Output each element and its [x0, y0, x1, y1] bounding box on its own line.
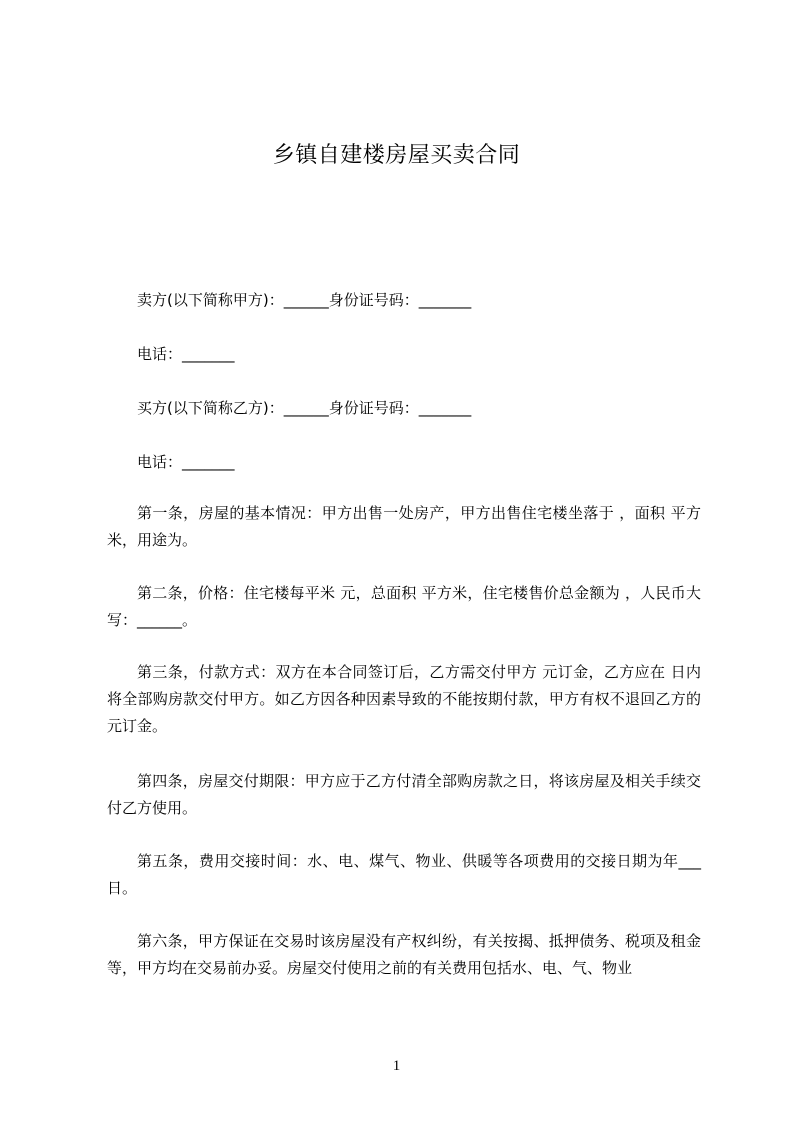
- seller-info: 卖方(以下简称甲方)：______身份证号码：_______: [137, 291, 472, 309]
- seller-phone: 电话：_______: [137, 345, 235, 363]
- buyer-info: 买方(以下简称乙方)：______身份证号码：_______: [137, 399, 472, 417]
- paragraph-article-5: [107, 848, 701, 902]
- paragraph-article-4: [107, 768, 701, 822]
- page-number: 1: [392, 1058, 401, 1074]
- paragraph-buyer: [107, 395, 701, 422]
- article-5: 第五条，费用交接时间：水、电、煤气、物业、供暖等各项费用的交接日期为年___日。: [107, 852, 701, 897]
- article-6: 第六条，甲方保证在交易时该房屋没有产权纠纷，有关按揭、抵押债务、税项及租金等，甲方均在交易前办妥。房屋交付使用之前的有关费用包括水、电、气、物业: [107, 932, 701, 977]
- document-title: 乡镇自建楼房屋买卖合同: [272, 143, 521, 168]
- paragraph-article-6: [107, 928, 701, 982]
- paragraph-buyer-phone: [107, 449, 701, 476]
- buyer-phone: 电话：_______: [137, 453, 235, 471]
- paragraph-article-2: [107, 580, 701, 634]
- paragraph-seller-phone: [107, 341, 701, 368]
- article-4: 第四条，房屋交付期限：甲方应于乙方付清全部购房款之日，将该房屋及相关手续交付乙方使用。: [107, 772, 701, 817]
- paragraph-article-3: [107, 659, 701, 740]
- paragraph-article-1: [107, 500, 701, 554]
- article-3: 第三条，付款方式：双方在本合同签订后，乙方需交付甲方 元订金，乙方应在 日内将全部购房款交付甲方。如乙方因各种因素导致的不能按期付款，甲方有权不退回乙方的元订金。: [107, 663, 701, 735]
- article-1: 第一条，房屋的基本情况：甲方出售一处房产，甲方出售住宅楼坐落于 ，面积 平方米，用途为。: [107, 504, 701, 549]
- paragraph-seller: [107, 287, 701, 314]
- article-2: 第二条，价格：住宅楼每平米 元，总面积 平方米，住宅楼售价总金额为 ，人民币大写：______。: [107, 584, 701, 629]
